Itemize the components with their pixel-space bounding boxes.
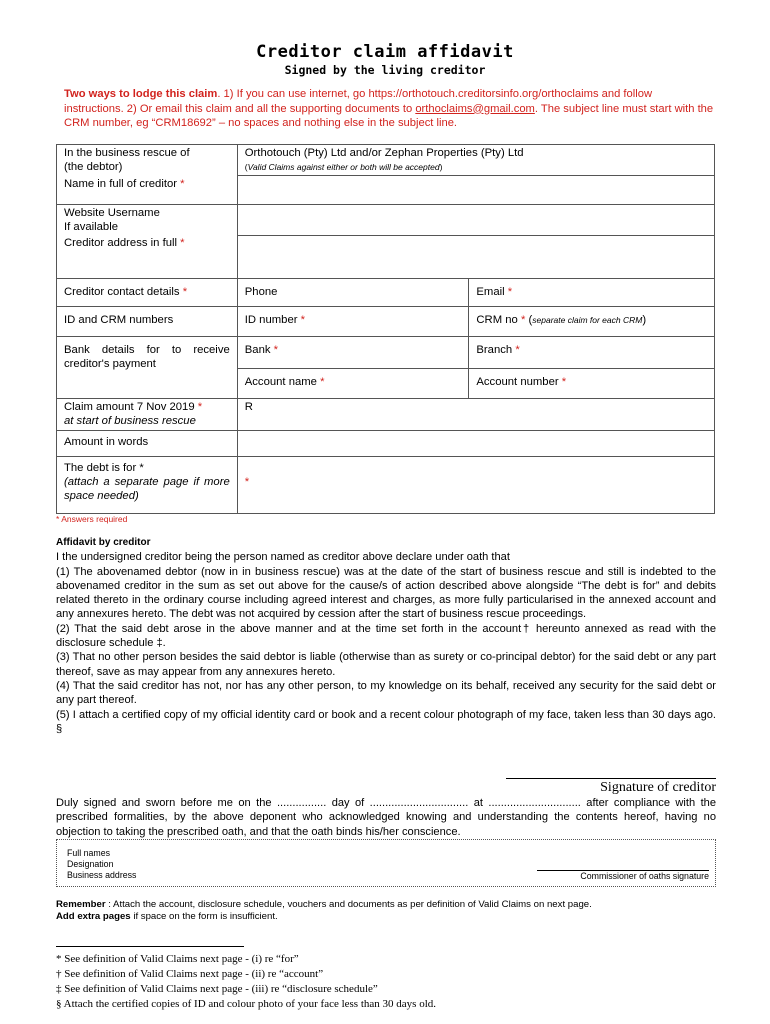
footnote-disclosure: ‡ See definition of Valid Claims next page - (iii) re “disclosure schedule”: [56, 983, 378, 995]
remember-text: : Attach the account, disclosure schedule, vouchers and documents as per definition of Valid Claims on next page.: [105, 899, 592, 910]
claim-amount-label: Claim amount 7 Nov 2019: [64, 400, 195, 413]
id-number-label: ID number: [244, 313, 298, 326]
crm-note: separate claim for each CRM: [532, 314, 643, 325]
sworn-statement: Duly signed and sworn before me on the ................ day of ................................ at .............................. after compliance with the prescribed formalities, by the above deponent who acknowledged knowing and understanding the contents hereof, having no objection to taking the prescribed oath, and that the oath binds his/her conscience.: [56, 797, 716, 838]
remember-note: [56, 899, 716, 923]
amount-words-label-cell: [57, 430, 238, 456]
lodge-text-2: . The subject line must start with the CRM number, eg “CRM18692” – no spaces and nothing else in the subject line.: [64, 102, 714, 129]
debtor-note: Valid Claims against either or both will be accepted: [247, 162, 440, 172]
debt-required-star: *: [244, 475, 250, 488]
footnote-divider: [56, 946, 244, 947]
commissioner-box: [56, 839, 716, 887]
debt-for-field[interactable]: [237, 456, 714, 513]
address-label-cell: Creditor address in full *: [57, 235, 238, 278]
bank-label: Bank: [244, 343, 271, 356]
commissioner-full-names: Full names: [67, 848, 111, 858]
bank-field[interactable]: Bank *: [237, 336, 469, 368]
affidavit-heading: Affidavit by creditor: [56, 537, 151, 548]
id-crm-label: ID and CRM numbers: [64, 313, 174, 326]
debt-for-label-cell: The debt is for * (attach a separate page if more space needed): [57, 456, 238, 513]
affidavit-clause-2: (2) That the said debt arose in the above manner and at the time set forth in the account† hereunto annexed as read with the disclosure schedule ‡.: [56, 622, 716, 650]
footnote-id-photo: § Attach the certified copies of ID and colour photo of your face less than 30 days old.: [56, 998, 436, 1010]
debtor-name: Orthotouch (Pty) Ltd and/or Zephan Properties (Pty) Ltd: [244, 147, 524, 159]
footnote-for: * See definition of Valid Claims next page - (i) re “for”: [56, 953, 299, 965]
amount-words-field[interactable]: [237, 430, 714, 456]
rescue-label-cell: [57, 145, 238, 176]
affidavit-clause-4: (4) That the said creditor has not, nor has any other person, to my knowledge on its behalf, received any security for the said debt or any part thereof.: [56, 679, 716, 707]
rescue-label-debtor: (the debtor): [64, 161, 123, 173]
remember-bold: Remember: [56, 899, 106, 910]
id-crm-label-cell: [57, 306, 238, 336]
phone-label: Phone: [244, 285, 278, 298]
page-subtitle: Signed by the living creditor: [284, 63, 486, 77]
creditor-name-label-cell: Name in full of creditor *: [57, 176, 238, 205]
affidavit-clause-1: (1) The abovenamed debtor (now in in business rescue) was at the date of the start of business rescue and still is indebted to the abovenamed creditor in the sum as set out above for the cause/s of action described above alongside “The debt is for” and debits related thereto in the ordinary course including agreed interest and charges, as more fully particularised in the annexed account and any annexures hereto. The debt was not acquired by cession after the start of business rescue proceedings.: [56, 565, 716, 621]
contact-label: Creditor contact details: [64, 285, 180, 298]
creditor-signature-label: Signature of creditor: [600, 780, 716, 795]
footnotes: [56, 952, 716, 1012]
currency-symbol: R: [244, 400, 253, 413]
email-label: Email: [476, 285, 505, 298]
commissioner-designation: Designation: [67, 859, 114, 869]
rescue-label: In the business rescue of: [64, 147, 190, 159]
affidavit-intro: I the undersigned creditor being the person named as creditor above declare under oath that: [56, 551, 510, 564]
email-field[interactable]: Email *: [469, 278, 715, 306]
affidavit-clause-3: (3) That no other person besides the said debtor is liable (otherwise than as surety or co-principal debtor) for the said debt or any part thereof, save as may appear from any annexures hereto.: [56, 651, 716, 678]
footnote-account: † See definition of Valid Claims next page - (ii) re “account”: [56, 968, 324, 980]
branch-field[interactable]: Branch *: [469, 336, 715, 368]
claim-form-table: [56, 144, 715, 514]
crm-number-label: CRM no: [476, 313, 518, 326]
affidavit-clause-5: (5) I attach a certified copy of my official identity card or book and a recent colour photograph of my face, taken less than 30 days ago. §: [56, 708, 716, 735]
website-username-label: Website Username: [64, 207, 160, 219]
bank-details-label-cell: [57, 336, 238, 398]
answers-required-note: * Answers required: [56, 514, 128, 524]
affidavit-section: [56, 536, 716, 736]
website-if-available: If available: [64, 221, 119, 233]
debt-for-label: The debt is for: [64, 461, 137, 474]
claim-amount-sub: at start of business rescue: [64, 414, 196, 427]
amount-words-label: Amount in words: [64, 435, 149, 448]
phone-field[interactable]: [237, 278, 469, 306]
commissioner-signature-line[interactable]: Commissioner of oaths signature: [537, 870, 709, 881]
account-number-field[interactable]: Account number *: [469, 368, 715, 398]
claim-amount-field[interactable]: [237, 398, 714, 430]
bank-details-label: Bank details for to receive creditor's payment: [64, 343, 230, 370]
lodge-instructions: [64, 87, 714, 131]
branch-label: Branch: [476, 343, 513, 356]
creditor-name-label: Name in full of creditor: [64, 177, 178, 190]
extra-pages-text: if space on the form is insufficient.: [130, 911, 278, 922]
address-field[interactable]: [237, 235, 714, 278]
website-label-cell: [57, 205, 238, 236]
crm-number-field[interactable]: CRM no * (separate claim for each CRM): [469, 306, 715, 336]
contact-label-cell: Creditor contact details *: [57, 278, 238, 306]
account-name-field[interactable]: Account name *: [237, 368, 469, 398]
page-title: Creditor claim affidavit: [256, 42, 514, 62]
debt-for-sub: (attach a separate page if more space needed): [64, 475, 230, 502]
lodge-text-1: . 1) If you can use internet, go https://orthotouch.creditorsinfo.org/orthoclaims and follow instructions. 2) Or email this claim and all the supporting documents to: [64, 88, 653, 115]
lodge-heading: Two ways to lodge this claim: [64, 88, 218, 100]
debtor-value-cell: Orthotouch (Pty) Ltd and/or Zephan Properties (Pty) Ltd (Valid Claims against either or both will be accepted): [237, 145, 714, 176]
commissioner-business-address: Business address: [67, 870, 137, 880]
creditor-name-field[interactable]: [237, 176, 714, 205]
email-link[interactable]: orthoclaims@gmail.com: [415, 102, 535, 115]
account-name-label: Account name: [244, 375, 317, 388]
creditor-signature-line[interactable]: [506, 778, 716, 779]
website-username-field[interactable]: [237, 205, 714, 236]
id-number-field[interactable]: ID number *: [237, 306, 469, 336]
address-label: Creditor address in full: [64, 237, 178, 249]
account-number-label: Account number: [476, 375, 559, 388]
claim-amount-label-cell: Claim amount 7 Nov 2019 * at start of business rescue: [57, 398, 238, 430]
extra-pages-bold: Add extra pages: [56, 911, 131, 922]
